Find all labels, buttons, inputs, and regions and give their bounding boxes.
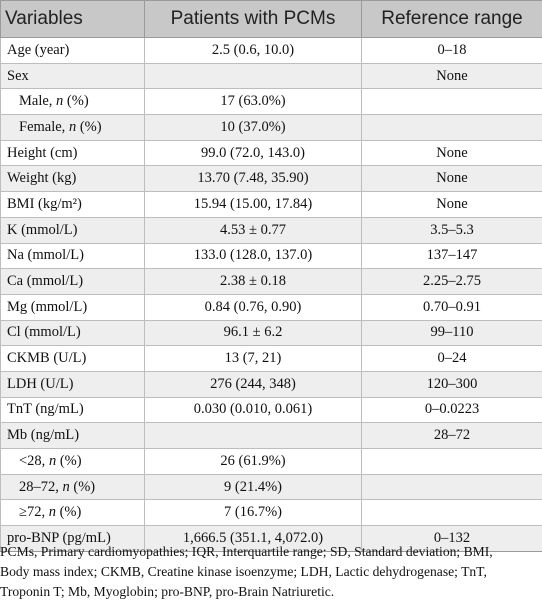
cell-variable: Na (mmol/L) [1,243,145,269]
cell-variable: CKMB (U/L) [1,346,145,372]
cell-reference-range [362,89,542,115]
cell-reference-range: None [362,192,542,218]
cell-patients: 4.53 ± 0.77 [145,217,362,243]
cell-reference-range: 0.70–0.91 [362,294,542,320]
cell-reference-range: None [362,140,542,166]
cell-variable: Height (cm) [1,140,145,166]
cell-reference-range [362,500,542,526]
cell-reference-range: 137–147 [362,243,542,269]
table-body [1,38,542,552]
cell-patients: 7 (16.7%) [145,500,362,526]
cell-variable: <28, n (%) [1,449,145,475]
cell-reference-range: 120–300 [362,371,542,397]
header-reference-range: Reference range [362,1,542,38]
table-row [1,449,542,475]
table-row [1,269,542,295]
cell-patients: 1,666.5 (351.1, 4,072.0) [145,526,362,552]
cell-patients [145,423,362,449]
table-row [1,320,542,346]
cell-patients: 26 (61.9%) [145,449,362,475]
cell-patients: 9 (21.4%) [145,474,362,500]
cell-reference-range: 0–24 [362,346,542,372]
table-row [1,140,542,166]
cell-patients [145,63,362,89]
cell-variable: pro-BNP (pg/mL) [1,526,145,552]
cell-patients: 0.84 (0.76, 0.90) [145,294,362,320]
cell-variable: K (mmol/L) [1,217,145,243]
table-row [1,63,542,89]
table-row [1,500,542,526]
header-variables: Variables [1,1,145,38]
cell-variable: Male, n (%) [1,89,145,115]
cell-patients: 13 (7, 21) [145,346,362,372]
cell-patients: 10 (37.0%) [145,115,362,141]
cell-reference-range [362,474,542,500]
cell-variable: ≥72, n (%) [1,500,145,526]
cell-patients: 2.5 (0.6, 10.0) [145,38,362,64]
cell-variable: Ca (mmol/L) [1,269,145,295]
table-row [1,243,542,269]
cell-patients: 133.0 (128.0, 137.0) [145,243,362,269]
cell-variable: Mg (mmol/L) [1,294,145,320]
table-footnote [0,542,542,602]
cell-reference-range: 28–72 [362,423,542,449]
table-row [1,294,542,320]
cell-reference-range: 0–0.0223 [362,397,542,423]
table-row [1,89,542,115]
cell-patients: 13.70 (7.48, 35.90) [145,166,362,192]
table-row [1,217,542,243]
cell-reference-range: 0–132 [362,526,542,552]
cell-patients: 15.94 (15.00, 17.84) [145,192,362,218]
cell-reference-range: 0–18 [362,38,542,64]
cell-variable: 28–72, n (%) [1,474,145,500]
footnote-line: PCMs, Primary cardiomyopathies; IQR, Interquartile range; SD, Standard deviation; BMI, [0,544,493,559]
cell-variable: Age (year) [1,38,145,64]
footnote-line: Body mass index; CKMB, Creatine kinase isoenzyme; LDH, Lactic dehydrogenase; TnT, [0,564,487,579]
cell-variable: BMI (kg/m²) [1,192,145,218]
cell-reference-range: None [362,63,542,89]
cell-patients: 99.0 (72.0, 143.0) [145,140,362,166]
cell-reference-range: 99–110 [362,320,542,346]
cell-reference-range [362,449,542,475]
cell-patients: 17 (63.0%) [145,89,362,115]
cell-patients: 276 (244, 348) [145,371,362,397]
cell-variable: Sex [1,63,145,89]
table-row [1,346,542,372]
table-row [1,38,542,64]
table-row [1,397,542,423]
cell-patients: 2.38 ± 0.18 [145,269,362,295]
cell-variable: Mb (ng/mL) [1,423,145,449]
cell-patients: 96.1 ± 6.2 [145,320,362,346]
table-header-row [1,1,542,38]
cell-reference-range [362,115,542,141]
table-row [1,166,542,192]
cell-variable: Female, n (%) [1,115,145,141]
cell-variable: LDH (U/L) [1,371,145,397]
table-row [1,423,542,449]
cell-patients: 0.030 (0.010, 0.061) [145,397,362,423]
cell-reference-range: 3.5–5.3 [362,217,542,243]
cell-reference-range: None [362,166,542,192]
cell-variable: TnT (ng/mL) [1,397,145,423]
table-row [1,474,542,500]
table-row [1,192,542,218]
table-row [1,371,542,397]
cell-variable: Cl (mmol/L) [1,320,145,346]
cell-variable: Weight (kg) [1,166,145,192]
cell-reference-range: 2.25–2.75 [362,269,542,295]
footnote-line: Troponin T; Mb, Myoglobin; pro-BNP, pro-Brain Natriuretic. [0,584,335,599]
header-patients: Patients with PCMs [145,1,362,38]
table-row [1,115,542,141]
